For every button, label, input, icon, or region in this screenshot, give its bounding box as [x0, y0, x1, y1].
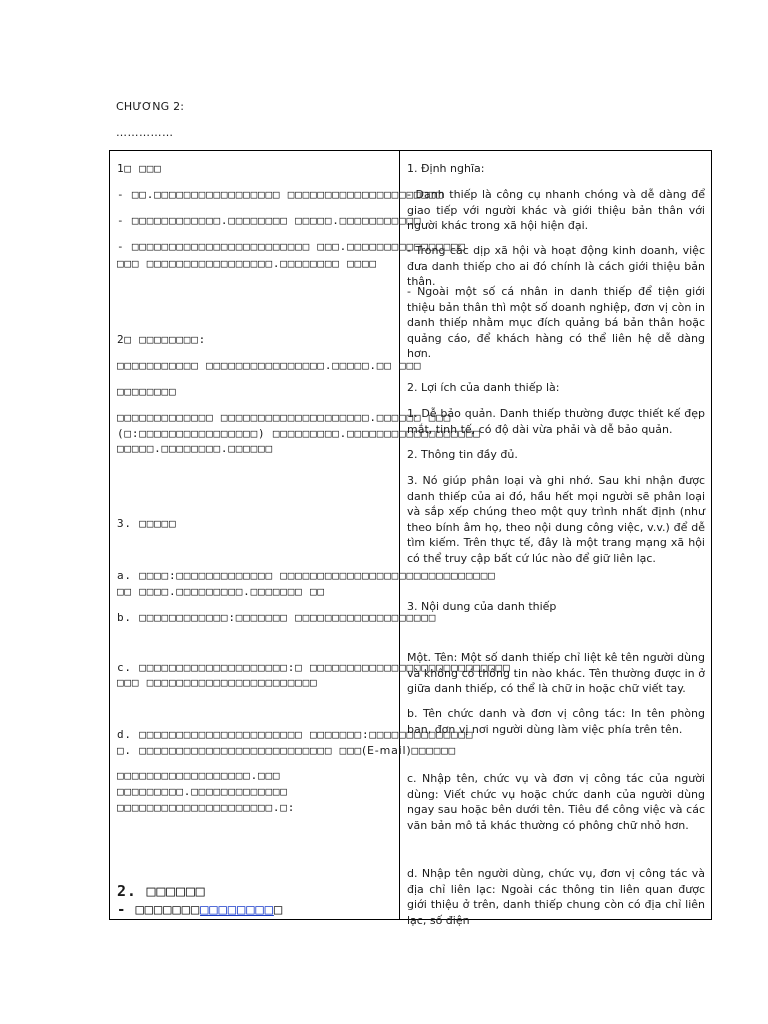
left-heading-big-text: 2. □□□□□□ — [117, 882, 206, 900]
left-heading-link-line — [117, 900, 397, 919]
right-heading-benefits: 2. Lợi ích của danh thiếp là: — [407, 381, 560, 394]
left-line: - □□□□□□□□□□□□□□□□□□□□□□□□ □□□.□□□□□□□□□□□□□□□□ — [117, 240, 466, 253]
left-item-d: d. □□□□□□□□□□□□□□□□□□□□□□ □□□□□□□:□□□□□□□□□□□□□□ — [117, 728, 474, 741]
left-link-prefix: - □□□□□□□ — [117, 902, 201, 918]
left-line: (□:□□□□□□□□□□□□□□□□) □□□□□□□□□.□□□□□□□□□□□□□□□□□□ — [117, 427, 481, 440]
left-item-d-text: □. □□□□□□□□□□□□□□□□□□□□□□□□□□ □□□ — [117, 744, 362, 757]
right-paragraph: d. Nhập tên người dùng, chức vụ, đơn vị công tác và địa chỉ liên lạc: Ngoài các thông tin liên quan được giới thiệu ở trên, danh thiếp chung còn có địa chỉ liên lạc, số điện — [407, 867, 705, 927]
left-heading-2: 2□ □□□□□□□□: — [117, 333, 207, 346]
left-item-a: a. □□□□:□□□□□□□□□□□□□ □□□□□□□□□□□□□□□□□□□□□□□□□□□□□ — [117, 569, 496, 582]
left-line: □□□□□□□□ — [117, 385, 177, 398]
left-heading-big — [117, 882, 397, 900]
left-line: □□□□□□□□□□□□□ □□□□□□□□□□□□□□□□□□□□.□□□□□□ □□□ — [117, 411, 452, 424]
right-paragraph: c. Nhập tên, chức vụ và đơn vị công tác của người dùng: Viết chức vụ hoặc chức danh của người dùng ngay sau hoặc bên dưới tên. Tiêu đề công việc và các văn bản mô tả khác thường có phông chữ nhỏ hơn. — [407, 772, 705, 832]
chapter-heading: CHƯƠNG 2: — [116, 100, 185, 113]
right-heading-definition: 1. Định nghĩa: — [407, 162, 485, 175]
left-link-suffix: □ — [273, 902, 284, 918]
right-column — [400, 151, 711, 927]
right-paragraph: - Trong các dịp xã hội và hoạt động kinh doanh, việc đưa danh thiếp cho ai đó chính là cách giới thiệu bản thân. — [407, 244, 705, 288]
left-item-c-cont: □□□ □□□□□□□□□□□□□□□□□□□□□□□ — [117, 676, 318, 689]
left-line: □□□□□□□□□□□□□□□□□□.□□□ □□□□□□□□□.□□□□□□□□□□□□□ □□□□□□□□□□□□□□□□□□□□□.□: — [117, 769, 296, 814]
right-paragraph: 2. Thông tin đầy đủ. — [407, 448, 518, 461]
right-paragraph: - Ngoài một số cá nhân in danh thiếp để tiện giới thiệu bản thân thì một số doanh nghiệp, đơn vị còn in danh thiếp nhằm mục đích quảng bá bản thân hoặc quảng cáo, để khách hàng có thể liên hệ dễ dàng hơn. — [407, 285, 705, 360]
left-item-c: c. □□□□□□□□□□□□□□□□□□□□:□ □□□□□□□□□□□□□□□□□□□□□□□□□□□ — [117, 661, 511, 674]
left-item-d-tail: □□□□□□ — [411, 744, 456, 757]
left-line: □□□□□.□□□□□□□□.□□□□□□ — [117, 442, 273, 455]
right-heading-content: 3. Nội dung của danh thiếp — [407, 600, 557, 613]
right-paragraph: - Danh thiếp là công cụ nhanh chóng và dễ dàng để giao tiếp với người khác và giới thiệu bản thân với người khác trong xã hội hiện đại. — [407, 188, 705, 232]
left-heading-1: 1□ □□□ — [117, 162, 162, 175]
email-label: (E-mail) — [361, 744, 412, 757]
left-item-b: b. □□□□□□□□□□□□:□□□□□□□ □□□□□□□□□□□□□□□□□□□ — [117, 611, 437, 624]
left-line: - □□.□□□□□□□□□□□□□□□□□ □□□□□□□□□□□□□□□□□□□□□ — [117, 188, 444, 201]
left-line: □□□□□□□□□□□ □□□□□□□□□□□□□□□□.□□□□□.□□ □□□ — [117, 359, 422, 372]
left-item-d-cont — [117, 742, 456, 759]
left-hyperlink[interactable]: □□□□□□□□ — [200, 902, 274, 918]
left-line: □□□ □□□□□□□□□□□□□□□□□.□□□□□□□□ □□□□ — [117, 257, 377, 270]
left-item-a-cont: □□ □□□□.□□□□□□□□□.□□□□□□□ □□ — [117, 585, 325, 598]
chapter-dots: …………… — [116, 126, 174, 139]
right-paragraph: 3. Nó giúp phân loại và ghi nhớ. Sau khi nhận được danh thiếp của ai đó, hầu hết mọi người sẽ phân loại và sắp xếp chúng theo một quy trình nhất định (như theo bính âm họ, theo nội dung công việc, v.v.) để dễ tìm kiếm. Trên thực tế, đây là một trang mạng xã hội có thể truy cập bất cứ lúc nào để giữ liên lạc. — [407, 474, 705, 565]
right-paragraph: 1. Dễ bảo quản. Danh thiếp thường được thiết kế đẹp mắt, tinh tế, có độ dài vừa phải và dễ bảo quản. — [407, 407, 705, 436]
right-paragraph: b. Tên chức danh và đơn vị công tác: In tên phòng ban, đơn vị nơi người dùng làm việc phía trên tên. — [407, 707, 705, 736]
left-line: - □□□□□□□□□□□□.□□□□□□□□ □□□□□.□□□□□□□□□□□ — [117, 214, 422, 227]
two-column-table — [109, 150, 712, 927]
right-paragraph: Một. Tên: Một số danh thiếp chỉ liệt kê tên người dùng và không có thông tin nào khác. Tên thường được in ở giữa danh thiếp, có thể là chữ in hoặc chữ viết tay. — [407, 651, 705, 695]
left-heading-3: 3. □□□□□ — [117, 517, 177, 530]
